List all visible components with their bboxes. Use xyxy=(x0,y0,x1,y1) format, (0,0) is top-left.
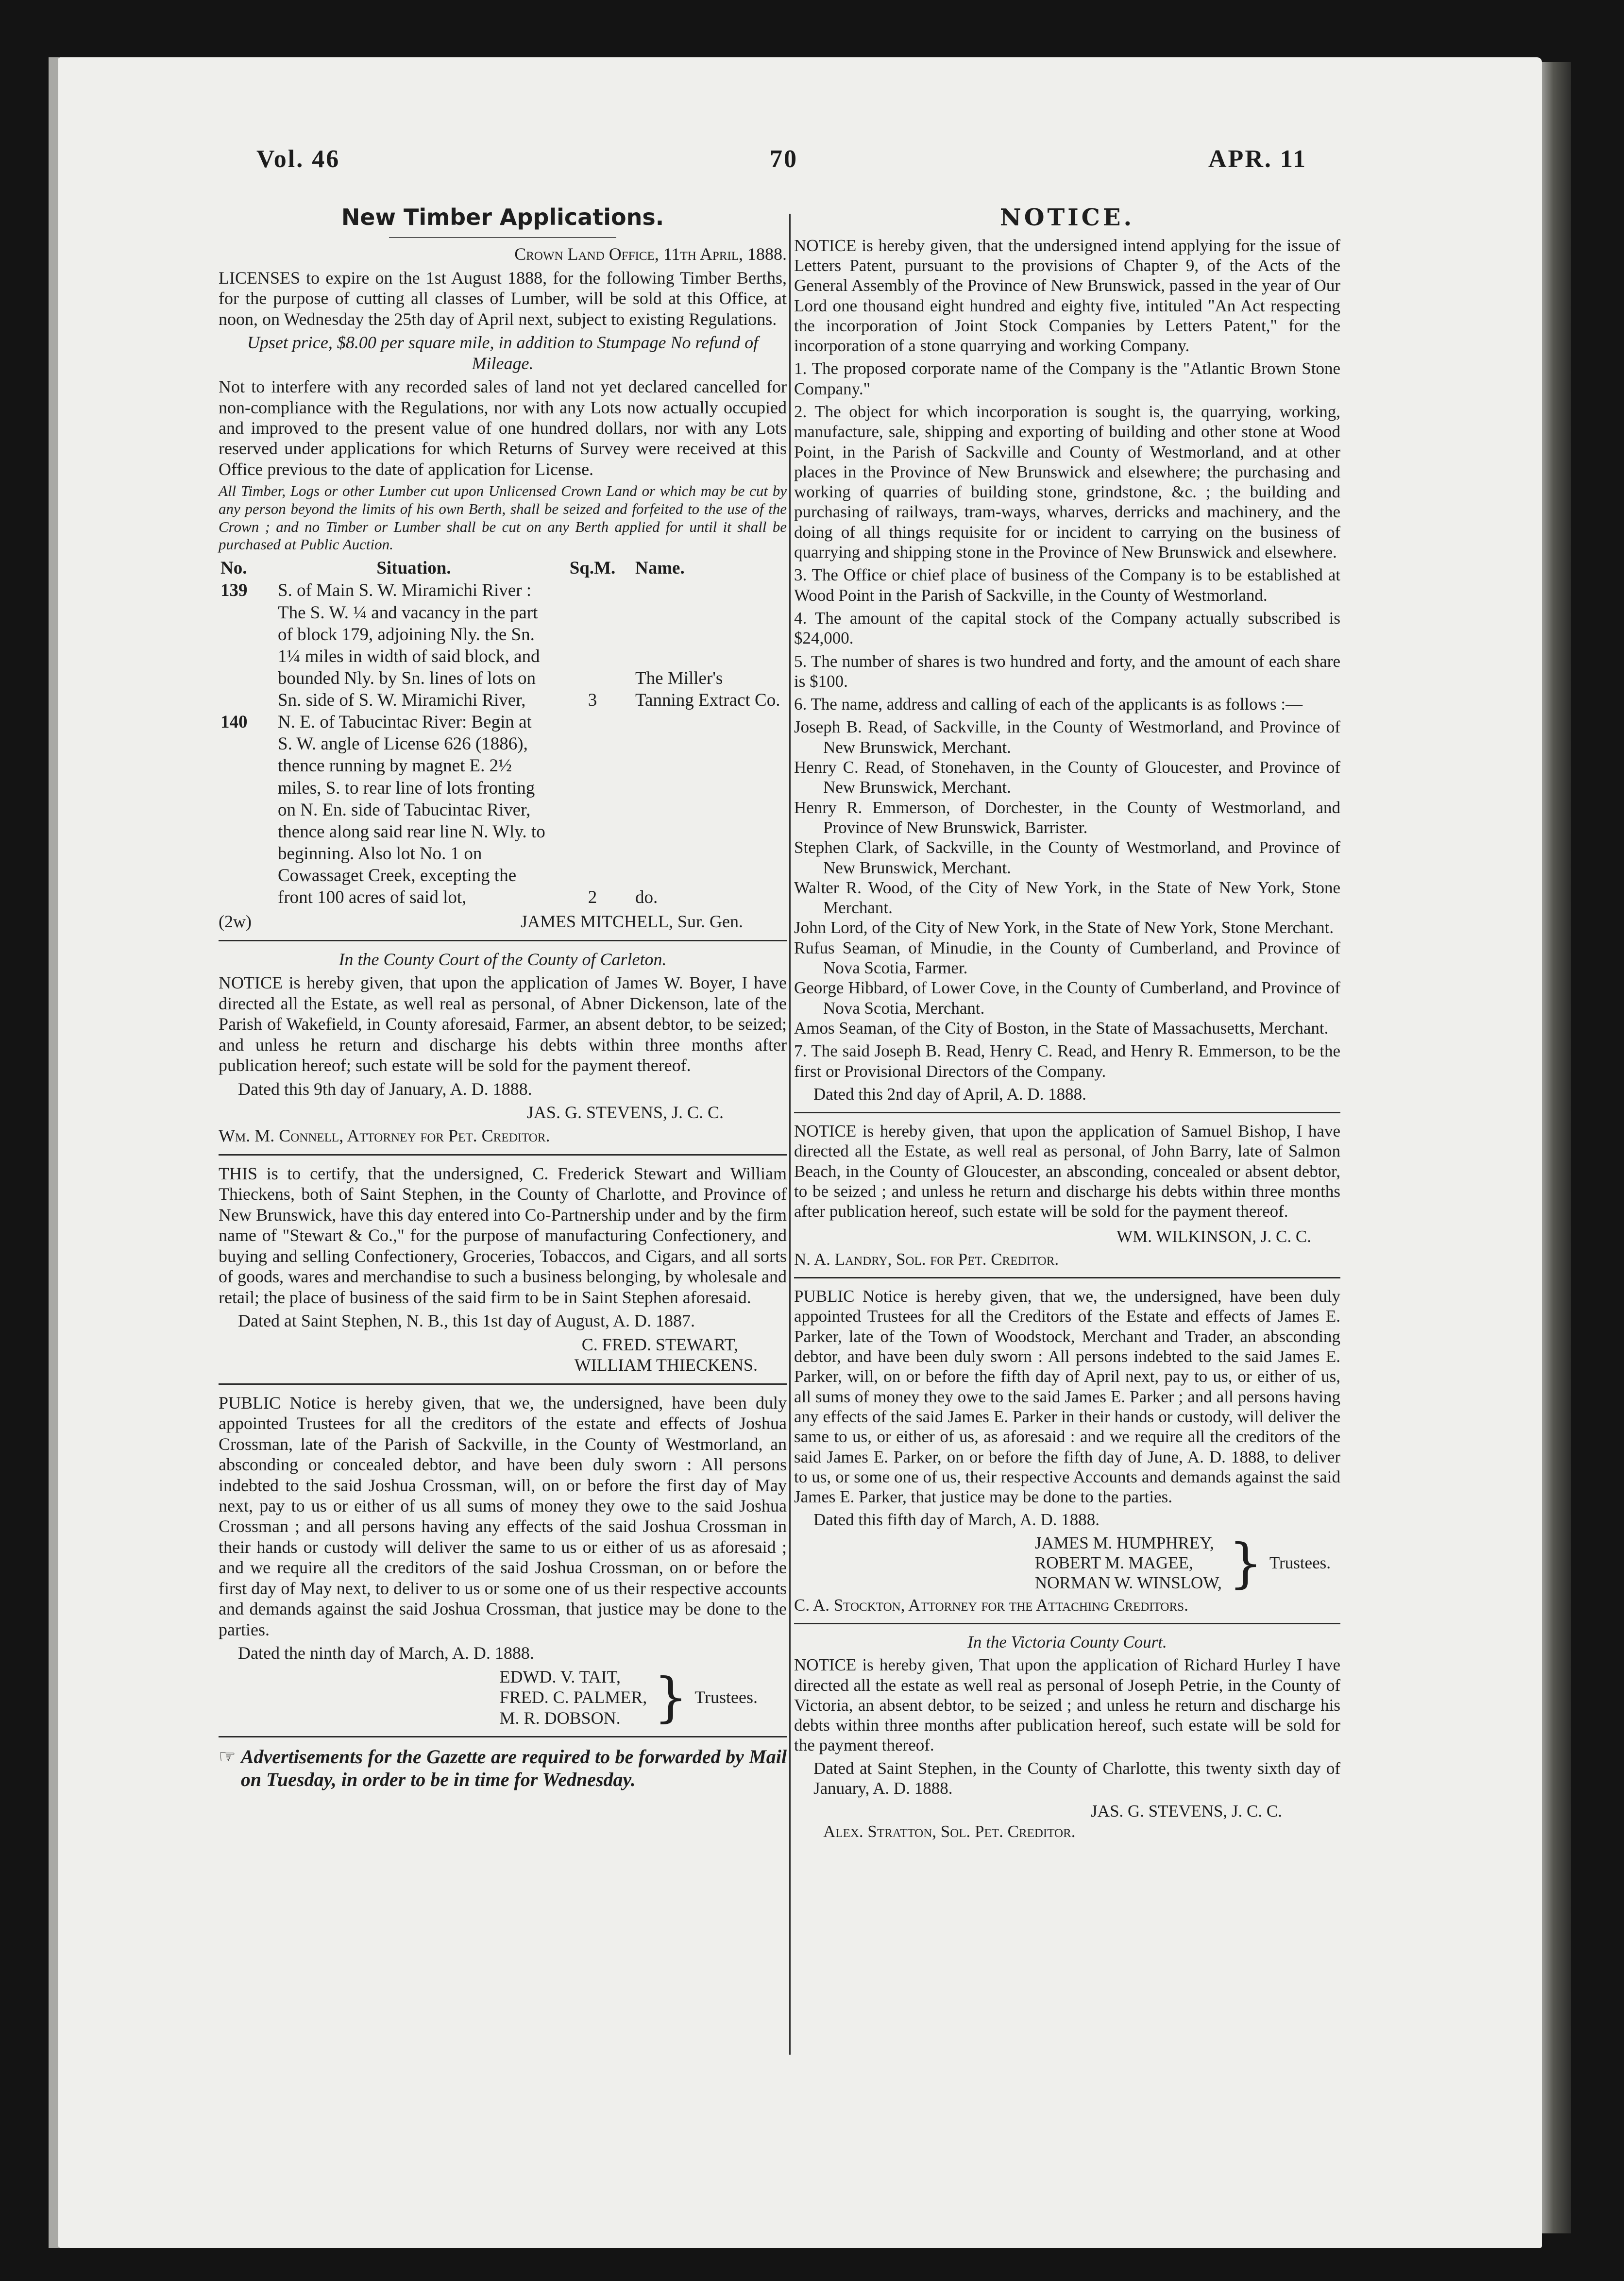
notice-item: 6. The name, address and calling of each of the applicants is as follows :— xyxy=(794,695,1303,714)
partner-signature-1: C. FRED. STEWART, xyxy=(581,1334,738,1354)
notice-date: Dated this fifth day of March, A. D. 1888. xyxy=(813,1510,1100,1530)
attorney-line: Wm. M. Connell, Attorney for Pet. Creditor. xyxy=(219,1126,550,1146)
court-heading: In the County Court of the County of Carleton. xyxy=(338,949,667,969)
notice-date: Dated this 2nd day of April, A. D. 1888. xyxy=(813,1084,1086,1104)
col-header-situation: Situation. xyxy=(376,558,451,578)
trustee-signatures xyxy=(794,1533,1340,1593)
solicitor-line: Alex. Stratton, Sol. Pet. Creditor. xyxy=(823,1821,1076,1841)
judge-signature: JAS. G. STEVENS, J. C. C. xyxy=(1091,1802,1282,1821)
trustee-name: M. R. DOBSON. xyxy=(499,1708,621,1728)
surveyor-general-signature: JAMES MITCHELL, Sur. Gen. xyxy=(521,912,743,932)
notice-date: Dated the ninth day of March, A. D. 1888. xyxy=(238,1643,534,1663)
berth-situation: N. E. of Tabucintac River: Begin at S. W. angle of License 626 (1886), thence running by magnet E. 2½ miles, S. to rear line of lots fronting on N. En. side of Tabucintac River, thence along said rear line N. Wly. to beginning. Also lot No. 1 on Cowassaget Creek, excepting the front 100 acres of said lot, xyxy=(278,712,545,908)
judge-signature: WM. WILKINSON, J. C. C. xyxy=(1116,1226,1311,1246)
notice-item: 3. The Office or chief place of business of the Company is to be established at Wood Point in the Parish of Sackville, in the County of Westmorland. xyxy=(794,565,1340,605)
applicant-entry: Henry R. Emmerson, of Dorchester, in the County of Westmorland, and Province of New Brunswick, Barrister. xyxy=(794,798,1340,837)
attorney-line: C. A. Stockton, Attorney for the Attaching Creditors. xyxy=(794,1595,1188,1615)
copartnership-notice xyxy=(219,1163,787,1376)
issue-date: APR. 11 xyxy=(1208,145,1307,173)
section-rule xyxy=(219,940,787,941)
notice-body: PUBLIC Notice is hereby given, that we, the undersigned, have been duly appointed Trustees for all the creditors of the estate and effects of Joshua Crossman, late of the Parish of Sackville, in the County of Westmorland, an absconding or concealed debtor, and have been duly sworn : All persons indebted to the said Joshua Crossman, will, on or before the first day of May next, pay to us or either of us all sums of money they owe to the said Joshua Crossman ; and all persons having any effects of the said Joshua Crossman in their hands or custody will deliver the same to us or either of us as aforesaid ; and we require all the creditors of the said Joshua Crossman, on or before the first day of May next, to deliver to us or some one of us their respective accounts and demands against the said Joshua Crossman, that justice may be done to the parties. xyxy=(219,1393,787,1639)
page-number: 70 xyxy=(770,145,798,173)
col-header-sqm: Sq.M. xyxy=(569,558,616,578)
notice-body: NOTICE is hereby given, that upon the application of James W. Boyer, I have directed all the Estate, as well real as personal, of Abner Dickenson, late of the Parish of Wakefield, in County aforesaid, Farmer, an absent debtor, to be seized; and unless he return and discharge his debts within three months after publication hereof; such estate will be sold for the payment thereof. xyxy=(219,973,787,1075)
trustee-names xyxy=(500,1667,647,1728)
notice-item: 2. The object for which incorporation is sought is, the quarrying, working, manufacture, sale, shipping and exporting of building and other stone at Wood Point, in the Parish of Sackville and County of Westmorland, and at other places in the Province of New Brunswick and elsewhere; the purchasing and working of quarries of building stone, grindstone, &c. ; the building and purchasing of railways, tram-ways, wharves, derricks and machinery, and the doing of all things requisite for or incident to carrying on the business of quarrying and shipping stone in the Province of New Brunswick and elsewhere. xyxy=(794,402,1340,562)
title-rule xyxy=(389,237,616,238)
berth-sqm: 2 xyxy=(588,887,597,908)
section-rule xyxy=(219,1736,787,1737)
applicant-entry: John Lord, of the City of New York, in the State of New York, Stone Merchant. xyxy=(794,918,1334,937)
section-rule xyxy=(794,1623,1340,1624)
trustee-name: NORMAN W. WINSLOW, xyxy=(1034,1573,1222,1593)
parker-trustees-notice xyxy=(794,1286,1340,1615)
berth-situation: S. of Main S. W. Miramichi River : The S. W. ¼ and vacancy in the part of block 179, adjoining Nly. the Sn. 1¼ miles in width of said block, and bounded Nly. by Sn. lines of lots on Sn. side of S. W. Miramichi River, xyxy=(278,580,540,711)
advertising-notice xyxy=(219,1745,787,1794)
section-rule xyxy=(794,1277,1340,1278)
notice-date: Dated this 9th day of January, A. D. 1888. xyxy=(238,1079,532,1099)
judge-signature: JAS. G. STEVENS, J. C. C. xyxy=(526,1103,724,1123)
pointing-hand-icon: ☞ xyxy=(219,1746,236,1768)
col-header-name: Name. xyxy=(635,558,685,578)
trustee-name: FRED. C. PALMER, xyxy=(499,1687,647,1707)
timber-signature-line xyxy=(219,911,787,932)
insertion-count: (2w) xyxy=(219,912,252,932)
notice-body: NOTICE is hereby given, that upon the application of Samuel Bishop, I have directed all the Estate, as well real as personal, of John Barry, late of Salmon Beach, in the County of Gloucester, an absconding, concealed or absent debtor, to be seized ; and unless he return and discharge his debts within three months after publication hereof, such estate will be sold for the payment thereof. xyxy=(794,1122,1340,1221)
berth-applicant: do. xyxy=(635,887,658,908)
book-page-edge xyxy=(1542,62,1571,2233)
col-header-no: No. xyxy=(220,558,247,578)
berth-applicant: The Miller's Tanning Extract Co. xyxy=(635,668,780,711)
trustee-names xyxy=(1035,1533,1222,1593)
applicant-entry: George Hibbard, of Lower Cove, in the County of Cumberland, and Province of Nova Scotia, Merchant. xyxy=(794,978,1340,1018)
applicant-entry: Henry C. Read, of Stonehaven, in the County of Gloucester, and Province of New Brunswick, Merchant. xyxy=(794,758,1340,797)
brace-glyph: } xyxy=(654,1666,688,1729)
timber-applications-notice xyxy=(219,204,787,932)
notice-title: NOTICE. xyxy=(999,204,1135,231)
volume-label: Vol. 46 xyxy=(256,145,340,173)
applicant-entry: Amos Seaman, of the City of Boston, in the State of Massachusetts, Merchant. xyxy=(794,1018,1329,1038)
notice-date: Dated at Saint Stephen, in the County of Charlotte, this twenty sixth day of January, A. D. 1888. xyxy=(813,1758,1340,1798)
notice-body: NOTICE is hereby given, That upon the application of Richard Hurley I have directed all the estate as well real as personal of Joseph Petrie, in the County of Victoria, an absent debtor, to be seized ; and unless he return and discharge his debts within three months after publication hereof, such estate will be sold for the payment thereof. xyxy=(794,1655,1340,1755)
applicant-entry: Joseph B. Read, of Sackville, in the County of Westmorland, and Province of New Brunswick, Merchant. xyxy=(794,717,1340,757)
bishop-notice xyxy=(794,1121,1340,1269)
trustee-name: JAMES M. HUMPHREY, xyxy=(1034,1533,1214,1552)
table-row xyxy=(219,711,787,908)
table-row xyxy=(219,579,787,711)
applicant-entry: Walter R. Wood, of the City of New York, in the State of New York, Stone Merchant. xyxy=(794,878,1340,918)
notice-date: Dated at Saint Stephen, N. B., this 1st day of August, A. D. 1887. xyxy=(238,1311,695,1331)
trustee-name: EDWD. V. TAIT, xyxy=(499,1667,621,1686)
crossman-trustees-notice xyxy=(219,1393,787,1729)
applicant-entry: Stephen Clark, of Sackville, in the County of Westmorland, and Province of New Brunswick, Merchant. xyxy=(794,838,1340,877)
notice-intro: NOTICE is hereby given, that the undersigned intend applying for the issue of Letters Patent, pursuant to the provisions of Chapter 9, of the Acts of the General Assembly of the Province of New Brunswick, passed in the year of Our Lord one thousand eight hundred and eighty five, intituled "An Act respecting the incorporation of Joint Stock Companies by Letters Patent," for the incorporation of a stone quarrying and working Company. xyxy=(794,236,1340,356)
section-rule xyxy=(794,1112,1340,1113)
column-divider xyxy=(789,214,791,2055)
solicitor-line: N. A. Landry, Sol. for Pet. Creditor. xyxy=(794,1249,1059,1269)
table-header-row xyxy=(219,557,787,580)
timber-berths-table xyxy=(219,557,787,909)
notice-item: 1. The proposed corporate name of the Company is the "Atlantic Brown Stone Company." xyxy=(794,359,1340,398)
trustee-name: ROBERT M. MAGEE, xyxy=(1034,1553,1193,1573)
court-heading: In the Victoria County Court. xyxy=(967,1632,1167,1651)
notice-item: 7. The said Joseph B. Read, Henry C. Read, and Henry R. Emmerson, to be the first or Provisional Directors of the Company. xyxy=(794,1041,1340,1081)
partner-signature-2: WILLIAM THIECKENS. xyxy=(574,1355,758,1375)
notice-item: 4. The amount of the capital stock of the Company actually subscribed is $24,000. xyxy=(794,608,1340,648)
not-to-interfere: Not to interfere with any recorded sales of land not yet declared cancelled for non-compliance with the Regulations, nor with any Lots now actually occupied and improved to the present value of one hundred dollars, nor with any Lots reserved under applications for which Returns of Survey were received at this Office previous to the date of application for License. xyxy=(219,377,787,479)
notice-item: 5. The number of shares is two hundred and forty, and the amount of each share is $100. xyxy=(794,651,1340,691)
advertising-deadline-text: Advertisements for the Gazette are required to be forwarded by Mail on Tuesday, in order to be in time for Wednesday. xyxy=(240,1746,787,1791)
seizure-warning: All Timber, Logs or other Lumber cut upon Unlicensed Crown Land or which may be cut by any person beyond the limits of his own Berth, shall be seized and forfeited to the use of the Crown ; and no Timber or Lumber shall be cut on any Berth applied for until it shall be purchased at Public Auction. xyxy=(219,482,787,553)
trustees-label: Trustees. xyxy=(694,1687,758,1707)
berth-no: 139 xyxy=(220,580,248,601)
section-rule xyxy=(219,1154,787,1156)
trustee-signatures xyxy=(219,1667,787,1728)
berth-no: 140 xyxy=(220,712,248,732)
right-column xyxy=(794,204,1340,1844)
stone-company-notice xyxy=(794,204,1340,1104)
berth-sqm: 3 xyxy=(588,690,597,711)
carleton-court-notice xyxy=(219,949,787,1146)
office-line: Crown Land Office, 11th April, 1888. xyxy=(514,244,787,264)
left-column xyxy=(219,204,787,1794)
victoria-court-notice xyxy=(794,1632,1340,1841)
applicant-entry: Rufus Seaman, of Minudie, in the County of Cumberland, and Province of Nova Scotia, Farmer. xyxy=(794,938,1340,978)
scan-left-margin xyxy=(49,57,59,2248)
notice-body: THIS is to certify, that the undersigned, C. Frederick Stewart and William Thieckens, both of Saint Stephen, in the County of Charlotte, and Province of New Brunswick, have this day entered into Co-Partnership under and by the firm name of "Stewart & Co.," for the purpose of manufacturing Confectionery, and buying and selling Confectionery, Groceries, Tobaccos, and Cigars, and all sorts of goods, wares and merchandise to such a business belonging, by wholesale and retail; the place of business of the said firm to be in Saint Stephen aforesaid. xyxy=(219,1163,787,1307)
brace-glyph: } xyxy=(1228,1532,1263,1594)
timber-intro: LICENSES to expire on the 1st August 1888, for the following Timber Berths, for the purpose of cutting all classes of Lumber, will be sold at this Office, at noon, on Wednesday the 25th day of April next, subject to existing Regulations. xyxy=(219,268,787,329)
upset-price: Upset price, $8.00 per square mile, in addition to Stumpage No refund of Mileage. xyxy=(247,333,759,373)
notice-body: PUBLIC Notice is hereby given, that we, the undersigned, have been duly appointed Trustees for all the Creditors of the Estate and effects of James E. Parker, late of the Town of Woodstock, Merchant and Trader, an absconding debtor, and have been duly sworn : All persons indebted to the said James E. Parker, will, on or before the fifth day of April next, pay to us, or either of us, all sums of money they owe to the said James E. Parker ; and all persons having any effects of the said James E. Parker in their hands or custody, will deliver the same to us, or either of us, as aforesaid : and we require all the creditors of the said James E. Parker, on or before the fifth day of June, A. D. 1888, to deliver to us, or some one of us, their respective Accounts and demands against the said James E. Parker, that justice may be done to the parties. xyxy=(794,1287,1340,1507)
timber-title: New Timber Applications. xyxy=(341,204,664,230)
trustees-label: Trustees. xyxy=(1269,1553,1331,1573)
section-rule xyxy=(219,1383,787,1385)
